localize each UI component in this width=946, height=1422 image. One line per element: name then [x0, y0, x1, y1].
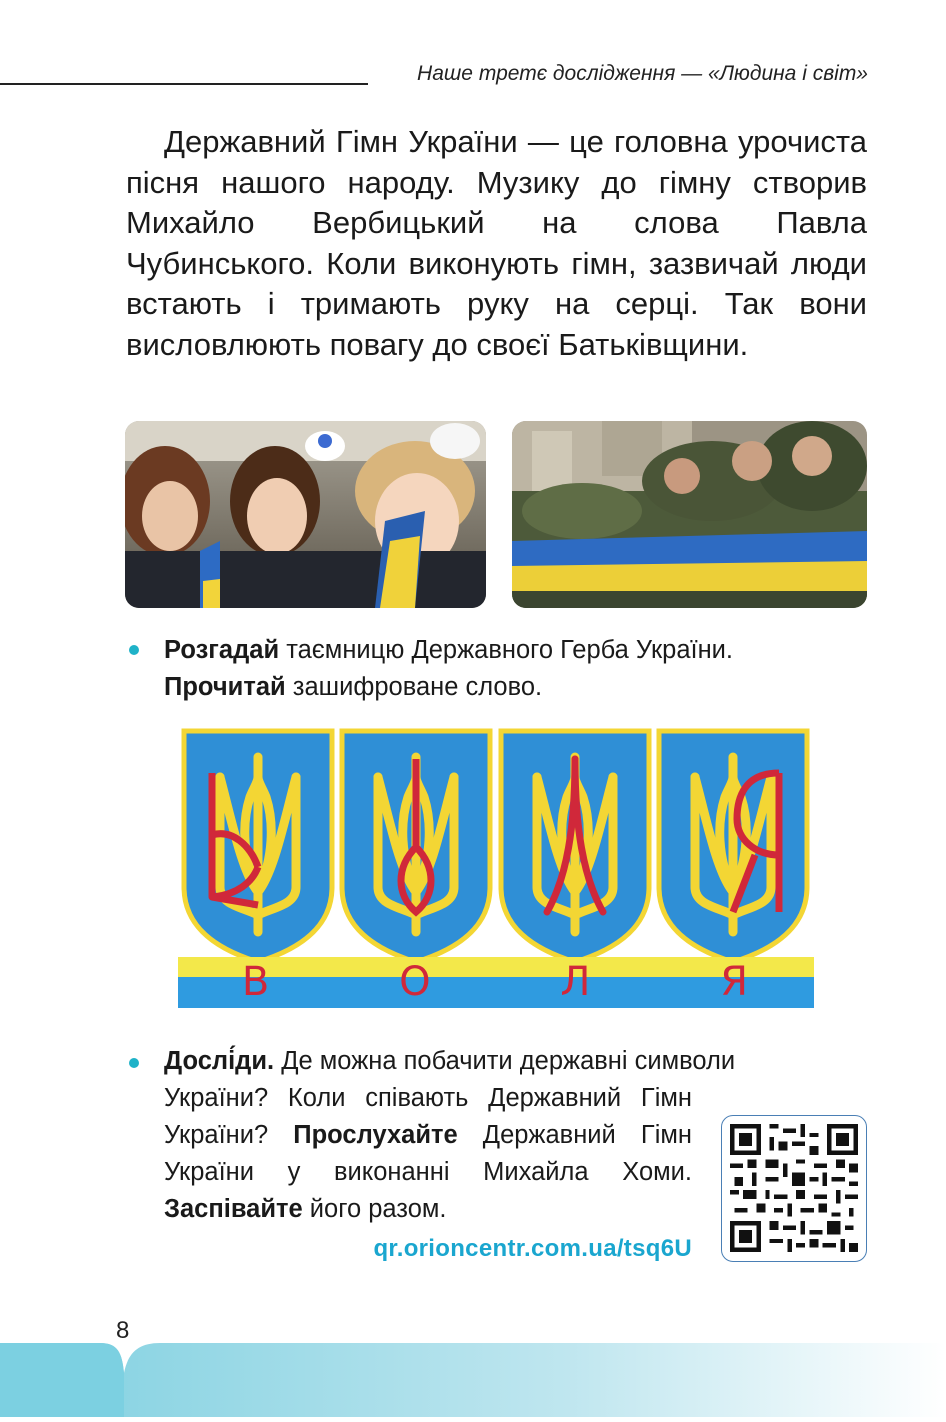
bullet-marker — [129, 645, 139, 655]
qr-link[interactable]: qr.orioncentr.com.ua/tsq6U — [373, 1235, 692, 1262]
header-rule — [0, 83, 368, 85]
photo-soldiers-anthem — [512, 421, 867, 608]
task-research-body — [164, 1080, 692, 1228]
qr-code[interactable] — [721, 1115, 867, 1262]
task-verb: Дослі́ди. — [164, 1047, 275, 1075]
shield-l — [501, 731, 649, 962]
task-verb: Заспівайте — [164, 1195, 303, 1223]
cipher-letter: Я — [720, 958, 751, 1005]
shield-ya — [659, 731, 807, 962]
bullet-marker — [129, 1058, 139, 1068]
task-verb: Прочитай — [164, 673, 286, 701]
shield-o — [342, 731, 490, 962]
intro-paragraph: Державний Гімн України — це головна урочиста пісня нашого народу. Музику до гімну створив Михайло Вербицький на слова Павла Чубинського. Коли виконують гімн, зазвичай люди встають і тримають руку на серці. Так вони висловлюють повагу до своєї Батьківщини. — [126, 124, 867, 362]
task-text: зашифроване слово. — [285, 673, 543, 701]
task-research-line1 — [164, 1043, 867, 1080]
shield-v — [184, 731, 332, 962]
cipher-letter: Л — [560, 958, 593, 1005]
task-text: України? Коли співають Державний Гімн України? — [164, 1084, 692, 1149]
photo-children-anthem — [125, 421, 486, 608]
task-text: таємницю Державного Герба України. — [279, 636, 733, 664]
task-text: його разом. — [302, 1195, 447, 1223]
task-verb: Прослухайте — [293, 1121, 458, 1149]
coat-of-arms-cipher — [178, 725, 814, 1008]
task-coat-of-arms — [164, 632, 867, 706]
footer-band — [0, 1343, 946, 1417]
running-header: Наше третє дослідження — «Людина і світ» — [417, 62, 868, 85]
cipher-letter: В — [241, 958, 272, 1005]
cipher-letter: О — [399, 958, 433, 1005]
task-text: Де можна побачити державні символи — [274, 1047, 736, 1075]
page-number: 8 — [116, 1317, 130, 1344]
task-text: Державний Гімн України у виконанні Михайла Хоми. — [164, 1121, 692, 1186]
task-verb: Розгадай — [164, 636, 280, 664]
